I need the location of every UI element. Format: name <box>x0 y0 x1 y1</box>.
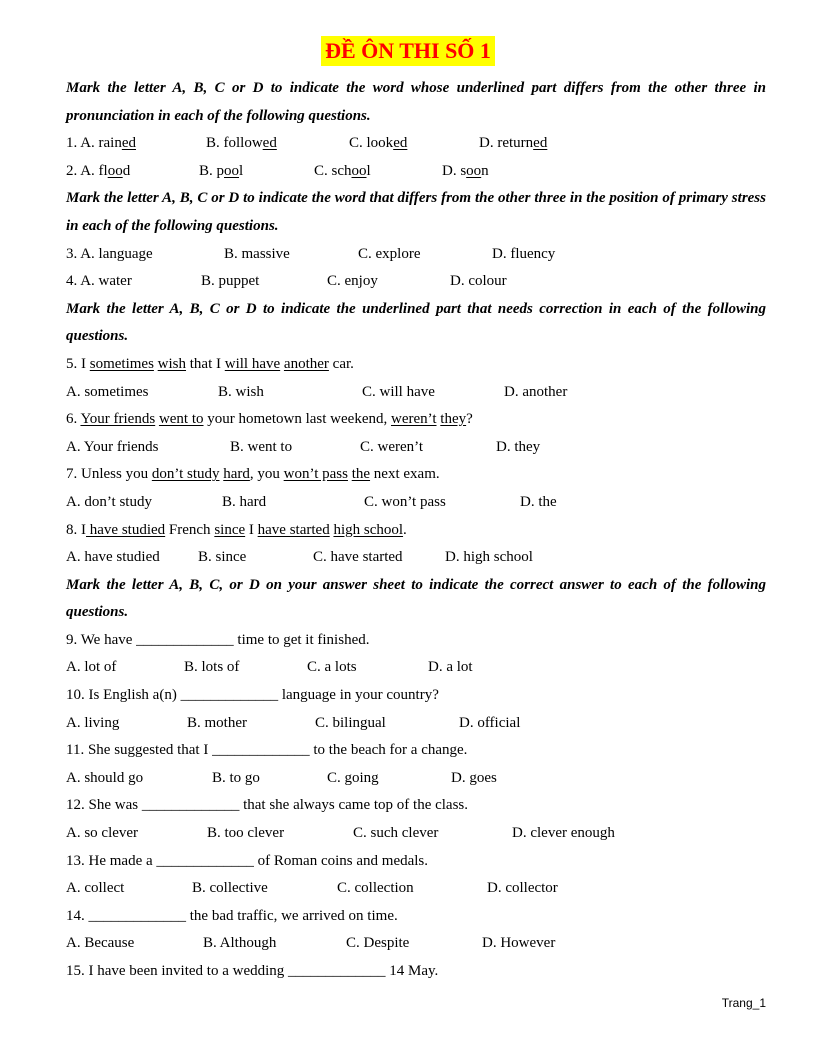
q8-option-d: D. high school <box>445 549 533 566</box>
question-3 <box>66 241 766 269</box>
q9-option-c: C. a lots <box>307 659 357 676</box>
q14-option-c: C. Despite <box>346 935 410 952</box>
title-area <box>0 36 816 66</box>
q5-option-c: C. will have <box>362 383 435 400</box>
question-2 <box>66 158 766 186</box>
q1-option-a: 1. A. rained <box>66 135 137 152</box>
question-15-stem: 15. I have been invited to a wedding _____________ 14 May. <box>66 963 439 979</box>
q13-option-d: D. collector <box>487 880 558 897</box>
q10-option-d: D. official <box>459 714 521 731</box>
q6-option-c: C. weren’t <box>360 438 424 455</box>
q2-option-d: D. soon <box>442 162 489 179</box>
q3-option-a: 3. A. language <box>66 245 153 262</box>
page-title: ĐỀ ÔN THI SỐ 1 <box>321 36 495 66</box>
q4-option-b: B. puppet <box>201 273 260 290</box>
q6-option-a: A. Your friends <box>66 438 159 455</box>
question-7-options <box>66 489 766 517</box>
question-8-stem: 8. I have studied French since I have started high school. <box>66 521 407 538</box>
q14-option-b: B. Although <box>203 935 277 952</box>
q7-option-b: B. hard <box>222 493 267 510</box>
question-9-stem: 9. We have _____________ time to get it finished. <box>66 631 370 648</box>
q2-option-c: C. school <box>314 162 371 179</box>
q1-option-c: C. looked <box>349 135 408 152</box>
q8-option-b: B. since <box>198 549 247 566</box>
q12-option-c: C. such clever <box>353 825 439 842</box>
page-number: Trang_1 <box>721 996 766 1010</box>
q5-option-a: A. sometimes <box>66 383 149 400</box>
question-9-options <box>66 654 766 682</box>
q3-option-b: B. massive <box>224 245 290 262</box>
question-8-options <box>66 544 766 572</box>
q2-option-b: B. pool <box>199 162 244 179</box>
q13-option-c: C. collection <box>337 880 414 897</box>
q6-option-b: B. went to <box>230 438 293 455</box>
question-12-options <box>66 820 766 848</box>
q4-option-c: C. enjoy <box>327 273 378 290</box>
question-6-stem: 6. Your friends went to your hometown last weekend, weren’t they? <box>66 411 473 428</box>
q13-option-b: B. collective <box>192 880 268 897</box>
q3-option-d: D. fluency <box>492 245 556 262</box>
q11-option-c: C. going <box>327 769 379 786</box>
q8-option-a: A. have studied <box>66 549 160 566</box>
q9-option-a: A. lot of <box>66 659 117 676</box>
q7-option-c: C. won’t pass <box>364 493 446 510</box>
question-13-options <box>66 875 766 903</box>
question-14-options <box>66 930 766 958</box>
q13-option-a: A. collect <box>66 880 125 897</box>
q6-option-d: D. they <box>496 438 541 455</box>
question-4 <box>66 268 766 296</box>
q12-option-d: D. clever enough <box>512 825 615 842</box>
q12-option-b: B. too clever <box>207 825 285 842</box>
question-10-stem: 10. Is English a(n) _____________ language in your country? <box>66 687 439 704</box>
q12-option-a: A. so clever <box>66 825 139 842</box>
q5-option-d: D. another <box>504 383 568 400</box>
q7-option-d: D. the <box>520 493 557 510</box>
question-11-stem: 11. She suggested that I _____________ to the beach for a change. <box>66 742 468 759</box>
q11-option-b: B. to go <box>212 769 260 786</box>
question-7-stem: 7. Unless you don’t study hard, you won’t pass the next exam. <box>66 466 440 483</box>
q14-option-a: A. Because <box>66 935 135 952</box>
question-10-options <box>66 710 766 738</box>
question-1 <box>66 130 766 158</box>
q8-option-c: C. have started <box>313 549 403 566</box>
instruction-pronunciation: Mark the letter A, B, C or D to indicate the word whose underlined part differs from the other three in pronunciation in each of the following questions. <box>66 80 766 124</box>
q1-option-d: D. returned <box>479 135 548 152</box>
q9-option-b: B. lots of <box>184 659 240 676</box>
q14-option-d: D. However <box>482 935 556 952</box>
question-6-options <box>66 434 766 462</box>
q3-option-c: C. explore <box>358 245 421 262</box>
exam-content <box>66 75 766 986</box>
instruction-answer: Mark the letter A, B, C, or D on your answer sheet to indicate the correct answer to each of the following questions. <box>66 576 766 621</box>
q2-option-a: 2. A. flood <box>66 162 131 179</box>
q10-option-a: A. living <box>66 714 120 731</box>
question-14-stem: 14. _____________ the bad traffic, we arrived on time. <box>66 907 398 924</box>
question-11-options <box>66 765 766 793</box>
q7-option-a: A. don’t study <box>66 493 152 510</box>
q11-option-a: A. should go <box>66 769 144 786</box>
q1-option-b: B. followed <box>206 135 277 152</box>
question-5-options <box>66 379 766 407</box>
q11-option-d: D. goes <box>451 769 497 786</box>
question-12-stem: 12. She was _____________ that she always came top of the class. <box>66 797 469 814</box>
q4-option-a: 4. A. water <box>66 273 132 290</box>
q9-option-d: D. a lot <box>428 659 473 676</box>
q5-option-b: B. wish <box>218 383 264 400</box>
question-5-stem: 5. I sometimes wish that I will have another car. <box>66 355 354 372</box>
q10-option-b: B. mother <box>187 714 247 731</box>
instruction-stress: Mark the letter A, B, C or D to indicate the word that differs from the other three in the position of primary stress in each of the following questions. <box>66 190 766 234</box>
question-13-stem: 13. He made a _____________ of Roman coins and medals. <box>66 852 429 869</box>
instruction-correction: Mark the letter A, B, C or D to indicate the underlined part that needs correction in each of the following questions. <box>66 300 766 345</box>
q10-option-c: C. bilingual <box>315 714 386 731</box>
q4-option-d: D. colour <box>450 273 507 290</box>
